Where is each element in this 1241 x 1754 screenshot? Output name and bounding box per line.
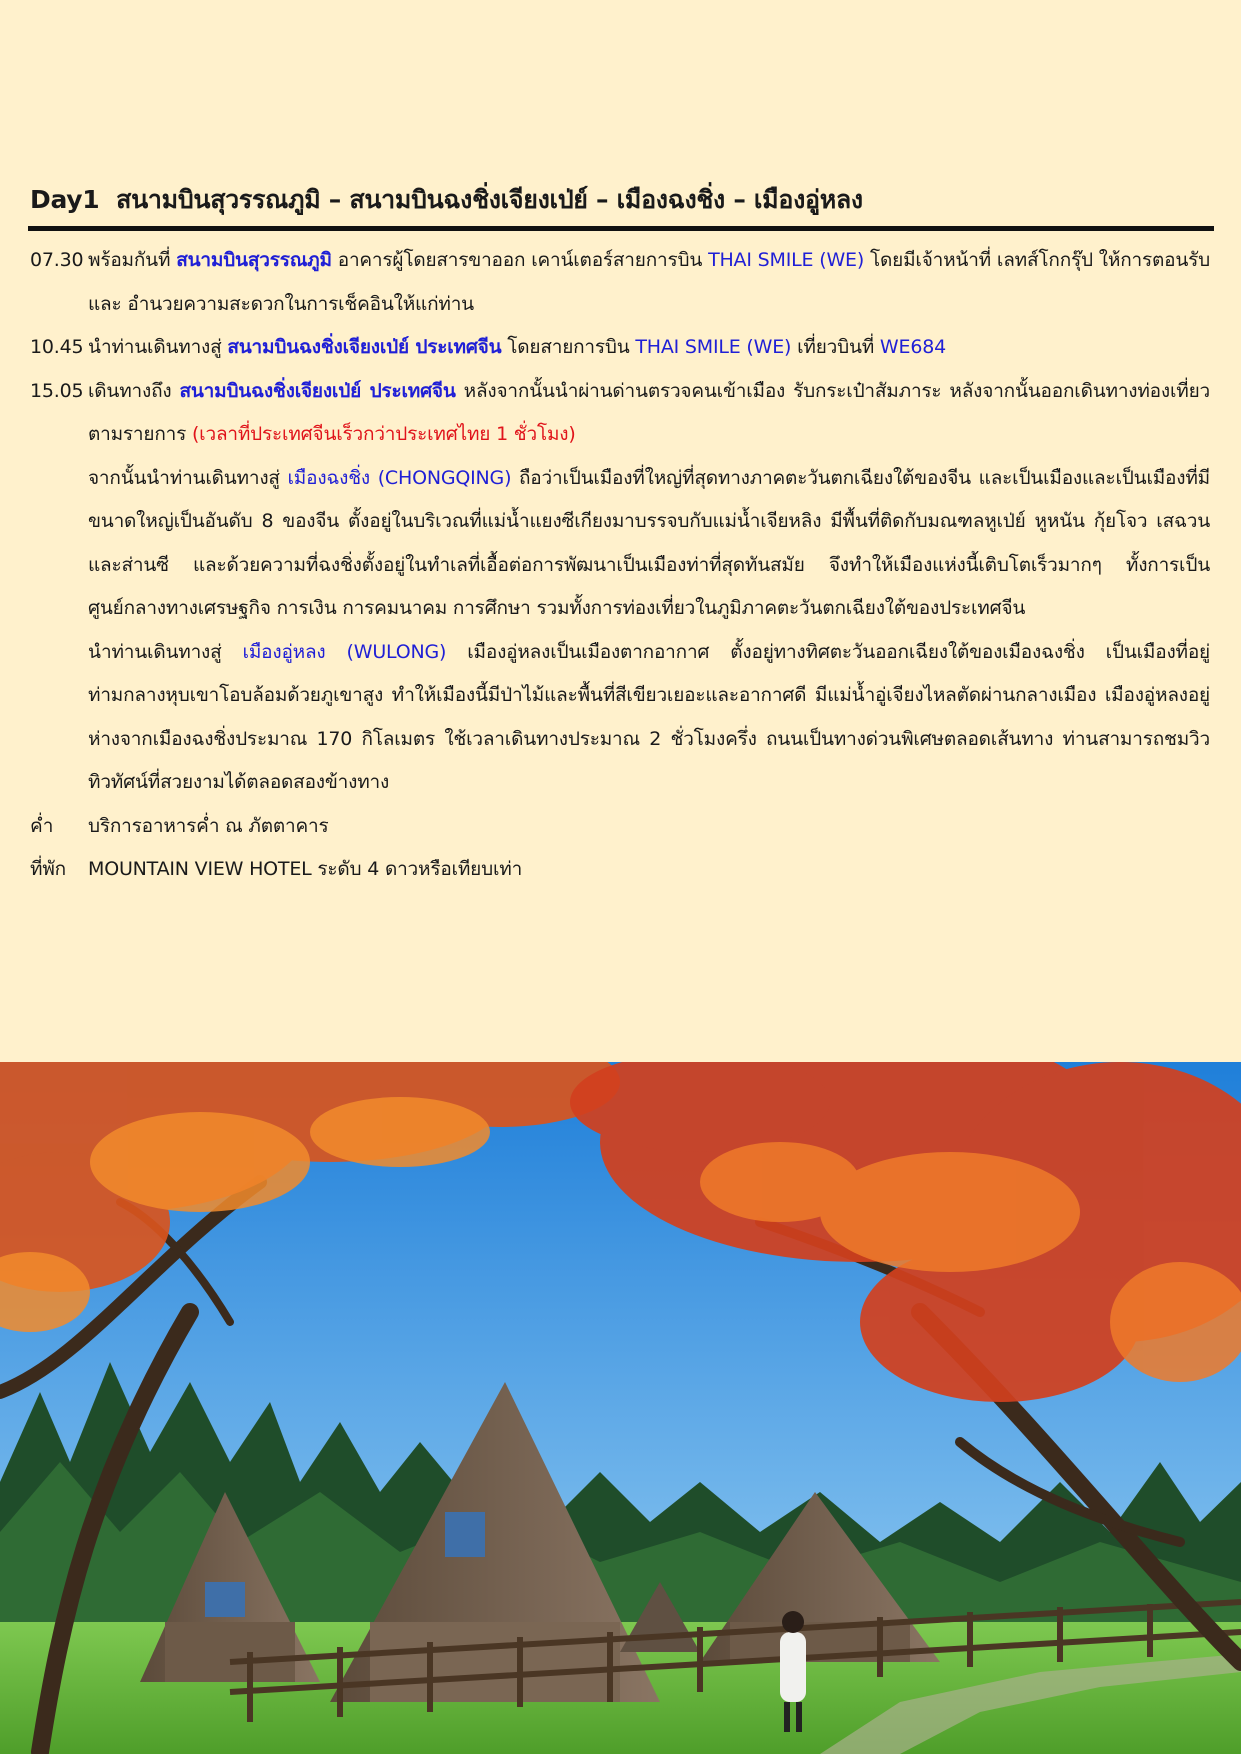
schedule-entry-1505 bbox=[30, 370, 1210, 457]
airline-highlight: THAI SMILE (WE) bbox=[708, 249, 865, 271]
day-title bbox=[30, 180, 863, 220]
entry-text-part: อาคารผู้โดยสารขาออก เคาน์เตอร์สายการบิน bbox=[331, 249, 709, 271]
entry-text-part: โดยสายการบิน bbox=[501, 336, 636, 358]
itinerary-body bbox=[30, 239, 1210, 892]
paragraph-text-part: จากนั้นนำท่านเดินทางสู่ bbox=[88, 466, 288, 489]
chongqing-paragraph bbox=[30, 457, 1210, 631]
meal-text: บริการอาหารค่ำ ณ ภัตตาคาร bbox=[88, 814, 329, 837]
entry-time: 10.45 bbox=[30, 336, 84, 358]
time-difference-note: (เวลาที่ประเทศจีนเร็วกว่าประเทศไทย 1 ชั่วโมง) bbox=[191, 423, 576, 445]
dinner-entry bbox=[30, 805, 1210, 849]
schedule-entry-1045 bbox=[30, 326, 1210, 370]
wulong-paragraph bbox=[30, 631, 1210, 805]
schedule-entry-0730 bbox=[30, 239, 1210, 326]
day-route: สนามบินสุวรรณภูมิ – สนามบินฉงชิ่งเจียงเป่ย์ – เมืองฉงชิ่ง – เมืองอู่หลง bbox=[116, 185, 863, 214]
entry-text-part: พร้อมกันที่ bbox=[88, 249, 177, 271]
entry-time: 07.30 bbox=[30, 249, 84, 271]
paragraph-text-part: นำท่านเดินทางสู่ bbox=[88, 640, 243, 663]
entry-text-part: โดยมีเจ้าหน้าที่ เลทส์โกกรุ๊ป ให้การตอนรับ และ อำนวยความสะดวกในการเช็คอินให้แก่ท่าน bbox=[88, 249, 1210, 315]
city-highlight: เมืองฉงชิ่ง (CHONGQING) bbox=[287, 466, 512, 489]
wulong-photo bbox=[0, 1062, 1241, 1754]
meal-label: ค่ำ bbox=[30, 814, 54, 837]
entry-text bbox=[88, 370, 1210, 457]
paragraph-text-part: เมืองอู่หลงเป็นเมืองตากอากาศ ตั้งอยู่ทางทิศตะวันออกเฉียงใต้ของเมืองฉงชิ่ง เป็นเมืองที่อยู่ท่ามกลางหุบเขาโอบล้อมด้วยภูเขาสูง ทำให้เมืองนี้มีป่าไม้และพื้นที่สีเขียวเยอะและอากาศดี มีแม่น้ำอู่เจียงไหลตัดผ่านกลางเมือง เมืองอู่หลงอยู่ห่างจากเมืองฉงชิ่งประมาณ 170 กิโลเมตร ใช้เวลาเดินทางประมาณ 2 ชั่วโมงครึ่ง ถนนเป็นทางด่วนพิเศษตลอดเส้นทาง ท่านสามารถชมวิวทิวทัศน์ที่สวยงามได้ตลอดสองข้างทาง bbox=[88, 640, 1210, 793]
entry-text-part: เดินทางถึง bbox=[88, 379, 180, 402]
flight-number: WE684 bbox=[879, 336, 946, 358]
hotel-text: MOUNTAIN VIEW HOTEL ระดับ 4 ดาวหรือเทียบเท่า bbox=[88, 858, 523, 880]
entry-text bbox=[88, 326, 1210, 370]
title-divider bbox=[28, 226, 1214, 231]
entry-text-part: หลังจากนั้นนำผ่านด่านตรวจคนเข้าเมือง รับกระเป๋าสัมภาระ หลังจากนั้นออกเดินทางท่องเที่ยวตามรายการ bbox=[88, 379, 1210, 445]
airport-highlight: สนามบินสุวรรณภูมิ bbox=[176, 249, 332, 271]
entry-text-part: เที่ยวบินที่ bbox=[791, 336, 880, 358]
airport-highlight: สนามบินฉงชิ่งเจียงเป่ย์ ประเทศจีน bbox=[227, 336, 502, 358]
airport-highlight: สนามบินฉงชิ่งเจียงเป่ย์ ประเทศจีน bbox=[179, 379, 456, 402]
hotel-entry bbox=[30, 848, 1210, 892]
city-highlight: เมืองอู่หลง (WULONG) bbox=[242, 640, 447, 663]
entry-time: 15.05 bbox=[30, 379, 84, 402]
entry-text-part: นำท่านเดินทางสู่ bbox=[88, 336, 228, 358]
hotel-label: ที่พัก bbox=[30, 858, 66, 880]
day-label: Day1 bbox=[30, 185, 100, 214]
airline-highlight: THAI SMILE (WE) bbox=[635, 336, 792, 358]
paragraph-text-part: ถือว่าเป็นเมืองที่ใหญ่ที่สุดทางภาคตะวันตกเฉียงใต้ของจีน และเป็นเมืองและเป็นเมืองที่มีขนาดใหญ่เป็นอันดับ 8 ของจีน ตั้งอยู่ในบริเวณที่แม่น้ำแยงซีเกียงมาบรรจบกับแม่น้ำเจียหลิง มีพื้นที่ติดกับมณฑลหูเป่ย์ หูหนัน กุ้ยโจว เสฉวนและส่านซี และด้วยความที่ฉงชิ่งตั้งอยู่ในทำเลที่เอื้อต่อการพัฒนาเป็นเมืองท่าที่สุดทันสมัย จึงทำให้เมืองแห่งนี้เติบโตเร็วมากๆ ทั้งการเป็นศูนย์กลางทางเศรษฐกิจ การเงิน การคมนาคม การศึกษา รวมทั้งการท่องเที่ยวในภูมิภาคตะวันตกเฉียงใต้ของประเทศจีน bbox=[88, 466, 1210, 619]
entry-text bbox=[88, 239, 1210, 326]
